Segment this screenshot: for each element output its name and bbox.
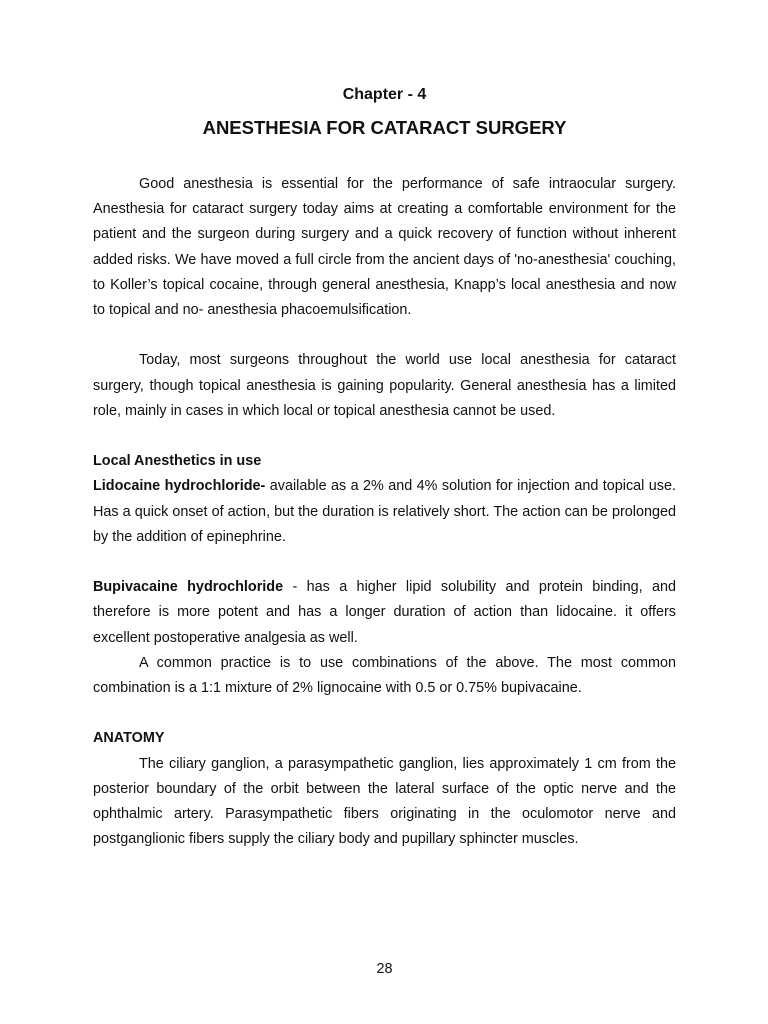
bupivacaine-term: Bupivacaine hydrochloride (93, 579, 284, 596)
lidocaine-text: available as a 2% and 4% solution for injection and topical use. Has a quick onset of action, but the duration is relatively short. The action can be prolonged by the addition of epinephrine. (93, 478, 676, 545)
intro-paragraph: Good anesthesia is essential for the performance of safe intraocular surgery. Anesthesia for cataract surgery today aims at creating a comfortable environment for the patient and the surgeon during surgery and a quick recovery of function without inherent added risks. We have moved a full circle from the ancient days of 'no-anesthesia' couching, to Koller’s topical cocaine, through general anesthesia, Knapp’s local anesthesia and now to topical and no- anesthesia phacoemulsification. (93, 176, 676, 319)
lidocaine-term: Lidocaine hydrochloride- (93, 478, 266, 495)
lidocaine-paragraph (93, 474, 676, 550)
bupivacaine-text: - has a higher lipid solubility and protein binding, and therefore is more potent and has a longer duration of action than lidocaine. it offers excellent postoperative analgesia as well. (93, 579, 676, 646)
page-number: 28 (376, 961, 393, 977)
chapter-title: ANESTHESIA FOR CATARACT SURGERY (202, 117, 567, 138)
local-anesthetics-heading: Local Anesthetics in use (93, 453, 262, 470)
anatomy-heading: ANATOMY (93, 730, 165, 747)
document-body (93, 172, 676, 852)
combination-paragraph: A common practice is to use combinations of the above. The most common combination is a 1:1 mixture of 2% lignocaine with 0.5 or 0.75% bupivacaine. (93, 654, 676, 697)
bupivacaine-paragraph (93, 575, 676, 651)
anatomy-paragraph: The ciliary ganglion, a parasympathetic ganglion, lies approximately 1 cm from the posterior boundary of the orbit between the lateral surface of the optic nerve and the ophthalmic artery. Parasympathetic fibers originating in the oculomotor nerve and postganglionic fibers supply the ciliary body and pupillary sphincter muscles. (93, 755, 676, 848)
chapter-label: Chapter - 4 (342, 86, 427, 103)
today-paragraph: Today, most surgeons throughout the world use local anesthesia for cataract surgery, though topical anesthesia is gaining popularity. General anesthesia has a limited role, mainly in cases in which local or topical anesthesia cannot be used. (93, 352, 676, 419)
document-page (93, 0, 676, 1024)
